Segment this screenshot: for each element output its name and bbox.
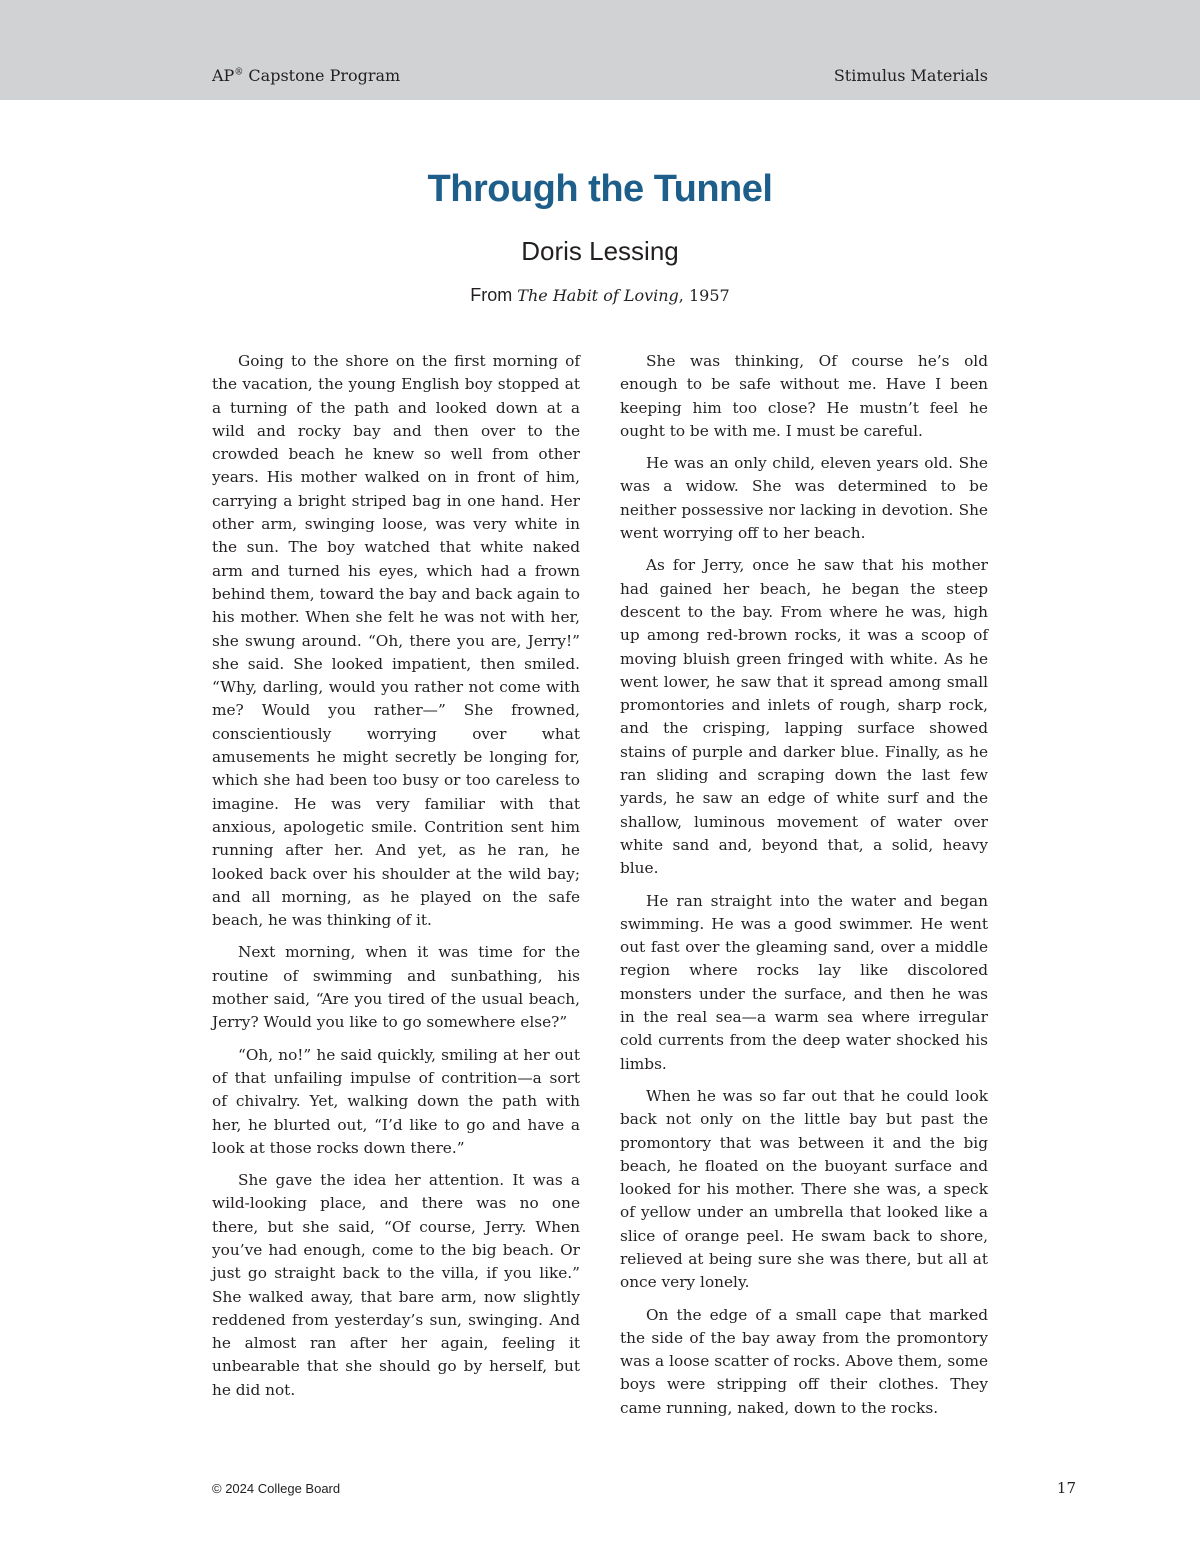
source-citation: From The Habit of Loving, 1957 (470, 285, 730, 305)
paragraph: He ran straight into the water and began swimming. He was a good swimmer. He went out fast over the gleaming sand, over a middle region where rocks lay like discolored monsters under the surface, and then he was in the real sea—a warm sea where irregular cold currents from the deep water shocked his limbs. (620, 891, 988, 1073)
publication-year: , 1957 (678, 286, 730, 305)
left-column (212, 350, 580, 1411)
header-band (0, 0, 1200, 100)
paragraph: She was thinking, Of course he’s old enough to be safe without me. Have I been keeping him too close? He mustn’t feel he ought to be with me. I must be careful. (620, 352, 988, 440)
paragraph: She gave the idea her attention. It was a wild-looking place, and there was no one there, but she said, “Of course, Jerry. When you’ve had enough, come to the big beach. Or just go straight back to the villa, if you like.” She walked away, that bare arm, now slightly reddened from yesterday’s sun, swinging. And he almost ran after her again, feeling it unbearable that she should go by herself, but he did not. (212, 1171, 580, 1399)
page-number: 17 (1056, 1479, 1076, 1497)
right-column (620, 350, 988, 1429)
paragraph: As for Jerry, once he saw that his mother had gained her beach, he began the steep descent to the bay. From where he was, high up among red-brown rocks, it was a scoop of moving bluish green fringed with white. As he went lower, he saw that it spread among small promontories and inlets of rough, sharp rock, and the crisping, lapping surface showed stains of purple and darker blue. Finally, as he ran sliding and scraping down the last few yards, he saw an edge of white surf and the shallow, luminous movement of water over white sand and, beyond that, a solid, heavy blue. (620, 556, 988, 878)
program-name: AP® Capstone Program (212, 66, 401, 85)
book-title: The Habit of Loving (517, 286, 679, 305)
section-label: Stimulus Materials (833, 66, 988, 85)
paragraph: Next morning, when it was time for the routine of swimming and sunbathing, his mother said, “Are you tired of the usual beach, Jerry? Would you like to go somewhere else?” (212, 943, 580, 1032)
copyright-notice: © 2024 College Board (212, 1481, 341, 1496)
paragraph: On the edge of a small cape that marked the side of the bay away from the promontory was a loose scatter of rocks. Above them, some boys were stripping off their clothes. They came running, naked, down to the rocks. (620, 1305, 988, 1417)
story-title: Through the Tunnel (427, 168, 773, 210)
author-name: Doris Lessing (521, 236, 679, 266)
registered-mark: ® (234, 67, 244, 78)
paragraph: He was an only child, eleven years old. She was a widow. She was determined to be neither possessive nor lacking in devotion. She went worrying off to her beach. (620, 454, 988, 543)
paragraph: “Oh, no!” he said quickly, smiling at her out of that unfailing impulse of contrition—a sort of chivalry. Yet, walking down the path with her, he blurted out, “I’d like to go and have a look at those rocks down there.” (212, 1045, 580, 1157)
paragraph: When he was so far out that he could look back not only on the little bay but past the promontory that was between it and the big beach, he floated on the buoyant surface and looked for his mother. There she was, a speck of yellow under an umbrella that looked like a slice of orange peel. He swam back to shore, relieved at being sure she was there, but all at once very lonely. (620, 1086, 988, 1292)
paragraph: Going to the shore on the first morning of the vacation, the young English boy stopped at a turning of the path and looked down at a wild and rocky bay and then over to the crowded beach he knew so well from other years. His mother walked on in front of him, carrying a bright striped bag in one hand. Her other arm, swinging loose, was very white in the sun. The boy watched that white naked arm and turned his eyes, which had a frown behind them, toward the bay and back again to his mother. When she felt he was not with her, she swung around. “Oh, there you are, Jerry!” she said. She looked impatient, then smiled. “Why, darling, would you rather not come with me? Would you rather—” She frowned, conscientiously worrying over what amusements he might secretly be longing for, which she had been too busy or too careless to imagine. He was very familiar with that anxious, apologetic smile. Contrition sent him running after her. And yet, as he ran, he looked back over his shoulder at the wild bay; and all morning, as he played on the safe beach, he was thinking of it. (212, 352, 580, 930)
